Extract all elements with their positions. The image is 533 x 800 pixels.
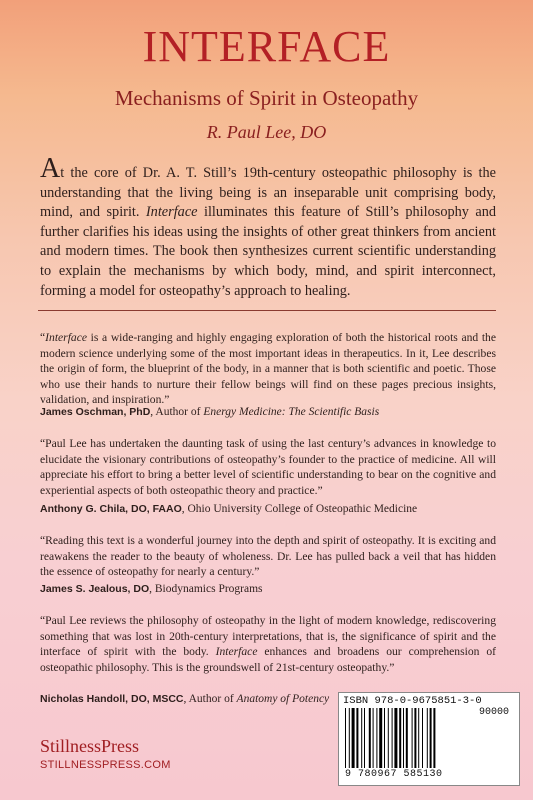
endorser-name: Anthony G. Chila, DO, FAAO xyxy=(40,503,182,515)
endorsement-quote-4 xyxy=(40,613,496,675)
drop-cap: A xyxy=(40,153,61,184)
book-title: INTERFACE xyxy=(142,22,391,71)
endorser-book-title: Anatomy of Potency xyxy=(236,693,330,705)
endorser-affiliation: , Biodynamics Programs xyxy=(149,583,263,595)
endorser-affiliation-prefix: , Author of xyxy=(150,406,204,418)
endorser-book-title: Energy Medicine: The Scientific Basis xyxy=(203,406,380,418)
endorser-name: James S. Jealous, DO xyxy=(40,583,150,595)
intro-paragraph xyxy=(40,153,496,301)
quote-open-mark: “ xyxy=(40,331,46,344)
intro-text-part2: illuminates this feature of Still’s philosophy and further clarifies his ideas using the insights of other great thinkers from ancient and modern times. The book then synthesizes current scientific understanding to explain the mechanisms by which body, mind, and spirit interconnect, forming a model for osteopathy’s approach to healing. xyxy=(40,204,496,299)
quote-text-part1: “Paul Lee reviews the philosophy of osteopathy in the light of modern knowledge, rediscovering something that was lost in 20th-century interpretations, that is, the significance of spirit and the interface of spirit with the body. xyxy=(40,614,496,659)
endorser-affiliation-prefix: , Author of xyxy=(183,693,237,705)
endorser-name: Nicholas Handoll, DO, MSCC xyxy=(40,693,184,705)
endorser-affiliation: , Ohio University College of Osteopathic Medicine xyxy=(181,503,418,515)
endorsement-attribution-3 xyxy=(40,583,496,595)
isbn-number: ISBN 978-0-9675851-3-0 xyxy=(343,695,482,707)
publisher-logo: StillnessPress xyxy=(40,736,140,756)
publisher-url: STILLNESSPRESS.COM xyxy=(40,759,171,771)
quote-italic-title: Interface xyxy=(215,645,258,659)
book-author: R. Paul Lee, DO xyxy=(206,122,327,142)
book-subtitle: Mechanisms of Spirit in Osteopathy xyxy=(114,86,419,110)
isbn-barcode xyxy=(338,692,520,786)
endorsement-attribution-1 xyxy=(40,406,496,418)
endorser-name: James Oschman, PhD xyxy=(40,406,151,418)
endorsement-quote-1 xyxy=(40,330,496,408)
endorsement-quote-3: “Reading this text is a wonderful journey into the depth and spirit of osteopathy. It is exciting and reawakens the reader to the beauty of wholeness. Dr. Lee has pulled back a veil that has hidden the essence of osteopathy for nearly a century.” xyxy=(40,534,496,579)
divider-rule xyxy=(38,310,496,311)
barcode-digits: 9 780967 585130 xyxy=(345,769,443,780)
quote-italic-title: Interface xyxy=(45,331,88,344)
price-code: 90000 xyxy=(479,707,510,718)
endorsement-attribution-2 xyxy=(40,503,496,515)
intro-title-italic: Interface xyxy=(145,204,198,221)
endorsement-quote-2: “Paul Lee has undertaken the daunting task of using the last century’s advances in knowledge to elucidate the visionary contributions of osteopathy’s founder to the practice of medicine. All will appreciate his effort to bring a better level of scientific understanding to bear on the cognitive and experiential aspects of both osteopathic theory and practice.” xyxy=(40,437,496,497)
quote-text-part2: enhances and broadens our comprehension of osteopathic philosophy. This is the groundswell of 21st-century osteopathy.” xyxy=(40,645,496,674)
intro-text-part1: t the core of Dr. A. T. Still’s 19th-century osteopathic philosophy is the understanding that the living being is an inseparable unit comprising body, mind, and spirit. xyxy=(40,165,496,221)
quote-text: is a wide-ranging and highly engaging exploration of both the historical roots and the modern science underlying some of the most important ideas in therapeutics. In it, Lee describes the origin of form, the blueprint of the body, in a manner that is both scientific and poetic. Those who use their hands to nurture their fellow beings will find on these pages precious insights, validation, and inspiration.” xyxy=(40,331,496,407)
barcode-bars xyxy=(345,708,465,768)
